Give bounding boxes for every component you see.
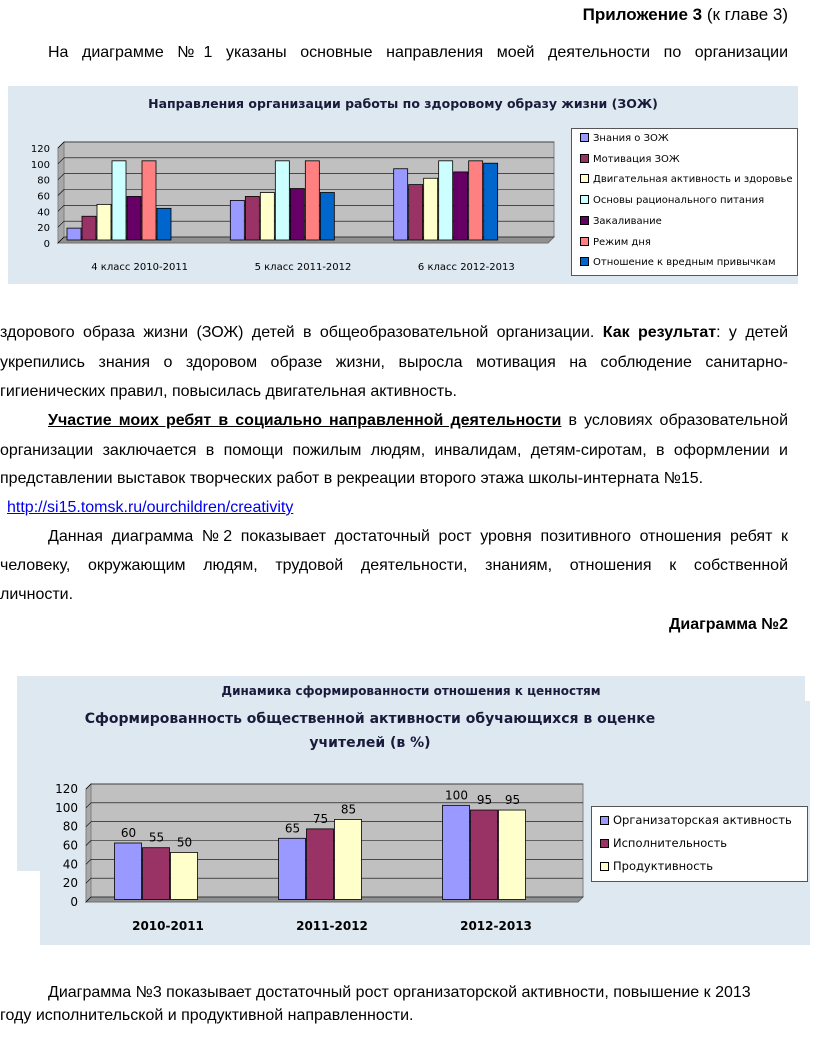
legend-item-продуктивность	[600, 859, 713, 873]
legend-swatch	[580, 195, 589, 204]
category-label: 2010-2011	[132, 919, 204, 933]
paragraph-2-line-3: гигиенических правил, повысилась двигательная активность.	[0, 383, 457, 400]
bar-продуктивность	[335, 819, 362, 899]
data-label: 75	[312, 811, 329, 826]
data-label: 65	[284, 821, 301, 836]
bar-основы-рационального-питания	[275, 161, 289, 240]
bar-продуктивность	[171, 852, 198, 899]
bar-знания-о-зож	[230, 200, 244, 240]
category-label: 4 класс 2010-2011	[91, 262, 189, 273]
legend-label: Режим дня	[593, 236, 651, 248]
appendix-title: Приложение 3	[582, 5, 703, 24]
paragraph-4-line-1: Данная диаграмма №2 показывает достаточный рост уровня позитивного отношения ребят к	[48, 528, 788, 545]
paragraph-3-text: в условиях образовательной	[561, 412, 789, 429]
data-label: 95	[504, 793, 521, 808]
bar-знания-о-зож	[394, 169, 408, 240]
legend-label: Двигательная активность и здоровье	[593, 174, 793, 186]
category-label: 2012-2013	[460, 919, 532, 933]
bar-режим-дня	[469, 161, 483, 240]
data-label: 100	[445, 788, 468, 803]
paragraph-5-line-1: Диаграмма №3 показывает достаточный рост организаторской активности, повышение к 2013	[48, 984, 751, 1001]
data-label: 85	[340, 802, 357, 817]
bar-основы-рационального-питания	[112, 161, 126, 240]
paragraph-3-line-1	[48, 406, 788, 435]
legend-item-двигательная-активность-и-здоровье	[580, 174, 793, 185]
creativity-link[interactable]: http://si15.tomsk.ru/ourchildren/creativity	[7, 499, 294, 516]
legend-swatch	[580, 174, 589, 183]
bar-организаторская-активность	[443, 805, 470, 899]
bar-режим-дня	[305, 161, 319, 240]
y-tick-label: 80	[37, 175, 50, 187]
chart2-legend	[591, 806, 808, 882]
legend-swatch	[600, 816, 609, 825]
legend-swatch	[600, 862, 609, 871]
bar-двигательная-активность-и-здоровье	[260, 193, 274, 241]
legend-label: Знания о ЗОЖ	[593, 133, 669, 144]
bar-исполнительность	[471, 810, 498, 899]
paragraph-1: На диаграмме №1 указаны основные направления моей деятельности по организации	[48, 44, 788, 61]
legend-item-основы-рационального-питания	[580, 195, 764, 206]
bar-закаливание	[454, 172, 468, 240]
chart2-background-title: Динамика сформированности отношения к ценностям	[221, 684, 601, 698]
legend-label: Мотивация ЗОЖ	[593, 153, 680, 165]
y-tick-label: 120	[30, 144, 50, 155]
y-tick-label: 40	[62, 857, 78, 872]
y-tick-label: 20	[37, 223, 50, 235]
legend-label: Отношение к вредным привычкам	[593, 257, 776, 269]
chart2-title-line-2: учителей (в %)	[309, 735, 431, 751]
bar-организаторская-активность	[115, 843, 142, 900]
bar-мотивация-зож	[245, 196, 259, 240]
data-label: 50	[176, 835, 193, 850]
category-label: 2011-2012	[296, 919, 368, 933]
legend-label: Продуктивность	[613, 859, 713, 873]
bar-организаторская-активность	[279, 838, 306, 899]
paragraph-2-text-b: : у детей	[716, 324, 789, 341]
legend-item-исполнительность	[600, 836, 727, 850]
chart1-panel	[8, 86, 798, 284]
bar-режим-дня	[142, 161, 156, 240]
legend-item-отношение-к-вредным-привычкам	[580, 257, 776, 268]
bar-продуктивность	[499, 810, 526, 899]
social-activity-heading: Участие моих ребят в социально направленной деятельности	[48, 412, 562, 429]
bar-исполнительность	[307, 829, 334, 900]
legend-item-знания-о-зож	[580, 133, 669, 144]
legend-label: Организаторская активность	[613, 813, 792, 827]
paragraph-2-text-a: здорового образа жизни (ЗОЖ) детей в общеобразовательной организации.	[0, 324, 595, 341]
chart2-panel	[40, 701, 810, 945]
bar-закаливание	[290, 189, 304, 240]
legend-label: Основы рационального питания	[593, 195, 765, 207]
legend-item-режим-дня	[580, 237, 651, 248]
chart2-plot	[40, 701, 585, 941]
y-tick-label: 100	[30, 159, 50, 171]
y-tick-label: 80	[62, 819, 78, 834]
legend-swatch	[580, 257, 589, 266]
y-tick-label: 0	[70, 895, 78, 909]
bar-отношение-к-вредным-привычкам	[320, 193, 334, 241]
y-tick-label: 40	[37, 207, 50, 219]
paragraph-3-line-2: организации заключается в помощи пожилым людям, инвалидам, детям-сиротам, в оформлении и	[0, 442, 788, 459]
bar-мотивация-зож	[82, 216, 96, 240]
bar-двигательная-активность-и-здоровье	[424, 178, 438, 240]
legend-swatch	[580, 216, 589, 225]
chart1-plot	[8, 86, 568, 276]
bar-отношение-к-вредным-привычкам	[484, 163, 498, 240]
legend-swatch	[600, 839, 609, 848]
paragraph-2-line-2: укрепились знания о здоровом образе жизни, выросла мотивация на соблюдение санитарно-	[0, 354, 788, 371]
y-tick-label: 20	[62, 876, 78, 891]
bar-отношение-к-вредным-привычкам	[157, 208, 171, 240]
y-tick-label: 60	[62, 838, 78, 853]
appendix-chapter-ref: (к главе 3)	[702, 5, 788, 24]
bar-исполнительность	[143, 848, 170, 900]
bar-основы-рационального-питания	[439, 161, 453, 240]
chart1-legend	[571, 128, 798, 276]
appendix-heading	[470, 0, 788, 29]
legend-swatch	[580, 237, 589, 246]
y-tick-label: 0	[43, 239, 50, 250]
legend-item-мотивация-зож	[580, 154, 680, 165]
paragraph-3-line-3: представлении выставок творческих работ в рекреации второго этажа школы-интерната №15.	[0, 470, 704, 487]
legend-item-организаторская-активность	[600, 813, 792, 827]
data-label: 95	[476, 793, 493, 808]
bar-мотивация-зож	[409, 185, 423, 240]
bar-двигательная-активность-и-здоровье	[97, 204, 111, 240]
legend-item-закаливание	[580, 216, 662, 227]
legend-label: Закаливание	[593, 215, 662, 227]
result-label: Как результат	[602, 324, 717, 341]
diagram-2-caption: Диаграмма №2	[668, 616, 788, 633]
y-tick-label: 60	[37, 191, 50, 203]
y-tick-label: 120	[55, 782, 78, 796]
category-label: 6 класс 2012-2013	[417, 262, 515, 273]
data-label: 55	[148, 830, 165, 845]
y-tick-label: 100	[55, 800, 78, 815]
bar-знания-о-зож	[67, 228, 81, 240]
legend-swatch	[580, 154, 589, 163]
bar-закаливание	[127, 196, 141, 240]
paragraph-4-line-3: личности.	[0, 586, 74, 603]
chart1-title: Направления организации работы по здоровому образу жизни (ЗОЖ)	[148, 96, 658, 111]
data-label: 60	[120, 826, 137, 840]
paragraph-2-line-1	[0, 318, 788, 347]
category-label: 5 класс 2011-2012	[254, 262, 352, 273]
legend-label: Исполнительность	[613, 836, 728, 850]
legend-swatch	[580, 133, 589, 142]
paragraph-5-line-2: году исполнительской и продуктивной направленности.	[0, 1007, 414, 1024]
paragraph-4-line-2: человеку, окружающим людям, трудовой деятельности, знаниям, отношения к собственной	[0, 557, 788, 574]
chart2-title-line-1: Сформированность общественной активности обучающихся в оценке	[84, 711, 656, 727]
